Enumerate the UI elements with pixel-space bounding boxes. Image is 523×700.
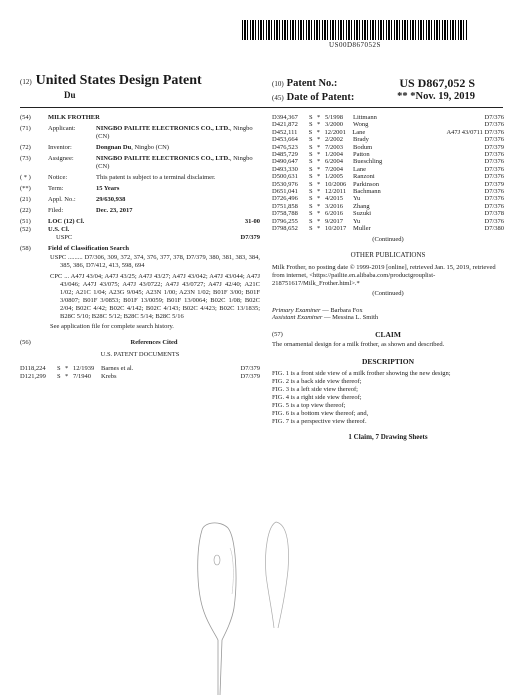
reference-cls: D7/378 [484, 210, 504, 218]
reference-k: S [309, 121, 313, 129]
reference-name: Yu [353, 195, 361, 203]
reference-row [272, 114, 504, 121]
reference-date: 12/2011 [325, 188, 347, 196]
us-docs-right [272, 114, 504, 233]
reference-star: * [317, 188, 321, 196]
reference-name: Lane [352, 128, 366, 136]
reference-date: 10/2006 [325, 180, 347, 188]
reference-name: Bueschling [353, 158, 383, 166]
reference-k: S [309, 114, 313, 121]
reference-row [272, 144, 504, 151]
reference-star: * [317, 195, 321, 203]
reference-row [272, 121, 504, 128]
reference-no: D500,631 [272, 173, 298, 181]
reference-no: D726,496 [272, 195, 298, 203]
reference-name: Ranzoni [353, 173, 375, 181]
reference-no: D530,976 [272, 180, 298, 188]
reference-name: Yu [353, 217, 361, 225]
description-line: FIG. 5 is a top view thereof; [272, 402, 346, 410]
reference-date: 9/2017 [325, 217, 344, 225]
reference-no: D421,872 [272, 121, 298, 129]
reference-cls: D7/376 [484, 114, 504, 121]
reference-cls: D7/376 [484, 202, 504, 210]
reference-star: * [317, 173, 321, 181]
reference-cls: D7/376 [484, 195, 504, 203]
reference-date: 7/2003 [325, 143, 344, 151]
reference-name: Wong [353, 121, 369, 129]
reference-star: * [317, 151, 321, 159]
reference-no: D118,224 [20, 365, 46, 372]
reference-date: 5/1998 [325, 114, 344, 121]
assistant-examiner: Assistant Examiner — Messina L. Smith [272, 314, 379, 322]
field-notice: ( * ) Notice: This patent is subject to a terminal disclaimer. [20, 174, 216, 181]
description-line: FIG. 7 is a perspective view thereof. [272, 418, 367, 426]
reference-name: Zhang [353, 202, 370, 210]
description-lines [272, 370, 504, 426]
reference-row [272, 181, 504, 188]
reference-no: D490,647 [272, 158, 298, 166]
reference-date: 1/2005 [325, 173, 344, 181]
document-title: (12) United States Design Patent [20, 73, 202, 88]
claim-heading: (57) CLAIM [272, 329, 401, 339]
cpc-search: CPC ... A47J 43/04; A47J 43/25; A47J 43/27; A47J 43/042; A47J 43/044; A47J 43/046; A47J 43/075; A47J 43/0722; A47J 43/0727; A47J 42/40; A21C 1/02; A21C 1/04; A23G 9/045; A23N 1/00; A23N 1/02; B01F 3/00; B01F 3/0807; B01F 3/0853; B01F 13/0059; B01F 13/0064; B02C 1/08; B02C 2/04; B02C 4/42; B02C 4/142; B02C 4/143; B02C 4/423; B02C 13/1835; B28C 5/10; B28C 5/12; B28C 5/14; B28C 5/16 [50, 273, 260, 320]
reference-date: 6/2004 [325, 158, 344, 166]
reference-date: 12/2001 [324, 128, 346, 136]
reference-name: Bachmann [353, 188, 381, 196]
reference-row [272, 210, 504, 217]
reference-k: S [309, 225, 313, 233]
reference-no: D758,788 [272, 210, 298, 218]
reference-cls: D7/376 [484, 217, 504, 225]
reference-row [272, 129, 504, 136]
reference-date: 3/2016 [325, 202, 344, 210]
reference-date: 6/2016 [325, 210, 344, 218]
reference-star: * [317, 165, 321, 173]
continued-refs: (Continued) [372, 235, 404, 243]
reference-star: * [317, 210, 321, 218]
reference-k: S [309, 210, 313, 218]
reference-date: 7/2004 [325, 165, 344, 173]
reference-name: Lane [353, 165, 366, 173]
reference-row [272, 203, 504, 210]
reference-row [272, 151, 504, 158]
reference-row [272, 188, 504, 195]
field-classification: (58) Field of Classification Search [20, 245, 129, 252]
reference-date: 1/2004 [325, 151, 344, 159]
reference-cls: A47J 43/0711 D7/376 [446, 128, 504, 136]
field-applicant: (71) Applicant: NINGBO PAILITE ELECTRONICS CO., LTD., Ningbo (CN) [20, 125, 253, 140]
reference-cls: D7/379 [240, 365, 260, 372]
header-rule [20, 107, 503, 108]
reference-name: Barnes et al. [101, 365, 134, 372]
reference-no: D452,111 [272, 128, 298, 136]
reference-date: 12/1939 [73, 365, 95, 372]
barcode-number: US00D867052S [329, 41, 381, 49]
continued-pubs: (Continued) [372, 290, 404, 298]
reference-cls: D7/379 [484, 180, 504, 188]
field-appl-no: (21) Appl. No.: 29/630,938 [20, 196, 126, 203]
reference-k: S [309, 165, 313, 173]
reference-no: D751,858 [272, 202, 298, 210]
reference-row [20, 365, 260, 373]
description-line: FIG. 1 is a front side view of a milk frother showing the new design; [272, 370, 451, 378]
patent-date: ** *Nov. 19, 2019 [397, 91, 475, 102]
reference-row [272, 166, 504, 173]
reference-cls: D7/376 [484, 151, 504, 159]
reference-date: 3/2000 [325, 121, 344, 129]
field-assignee: (73) Assignee: NINGBO PAILITE ELECTRONICS CO., LTD., Ningbo (CN) [20, 155, 253, 170]
reference-k: S [57, 365, 61, 372]
reference-star: * [317, 143, 321, 151]
reference-cls: D7/376 [484, 121, 504, 129]
claims-footer: 1 Claim, 7 Drawing Sheets [348, 433, 428, 442]
reference-row [272, 195, 504, 202]
reference-star: * [316, 128, 320, 136]
reference-cls: D7/380 [484, 225, 504, 233]
description-line: FIG. 6 is a bottom view thereof; and, [272, 410, 369, 418]
field-uspc: USPC D7/379 [56, 234, 260, 241]
description-line: FIG. 4 is a right side view thereof; [272, 394, 362, 402]
reference-no: D121,299 [20, 373, 46, 380]
date-label: (45) Date of Patent: [272, 92, 355, 103]
reference-star: * [317, 121, 321, 129]
reference-name: Littmann [353, 114, 377, 121]
reference-star: * [317, 114, 321, 121]
reference-star: * [317, 158, 321, 166]
field-filed: (22) Filed: Dec. 23, 2017 [20, 207, 133, 214]
inventor-surname: Du [64, 90, 76, 100]
reference-star: * [317, 217, 321, 225]
field-inventor: (72) Inventor: Dongnan Du, Ningbo (CN) [20, 144, 169, 151]
reference-k: S [309, 195, 313, 203]
reference-k: S [309, 202, 313, 210]
reference-name: Parkinson [353, 180, 379, 188]
reference-no: D453,664 [272, 136, 298, 144]
reference-cls: D7/379 [240, 373, 260, 380]
reference-row [20, 373, 260, 381]
reference-date: 10/2017 [325, 225, 347, 233]
us-docs-label: U.S. PATENT DOCUMENTS [100, 351, 180, 358]
field-loc: (51) LOC (12) Cl. 31-00 [20, 218, 260, 225]
claim-text: The ornamental design for a milk frother, as shown and described. [272, 340, 445, 348]
reference-name: Bodum [353, 143, 373, 151]
reference-row [272, 218, 504, 225]
reference-no: D476,523 [272, 143, 298, 151]
field-us-cl: (52) U.S. Cl. [20, 226, 70, 233]
right-column [272, 114, 504, 442]
frother-drawing-2 [256, 520, 296, 630]
reference-cls: D7/376 [484, 136, 504, 144]
reference-row [272, 225, 504, 232]
reference-name: Muller [353, 225, 371, 233]
reference-no: D485,729 [272, 151, 298, 159]
left-column [20, 114, 260, 381]
reference-k: S [308, 128, 313, 136]
reference-k: S [309, 188, 313, 196]
reference-no: D651,041 [272, 188, 298, 196]
reference-no: D796,255 [272, 217, 298, 225]
reference-date: 2/2002 [325, 136, 344, 144]
reference-no: D394,367 [272, 114, 298, 121]
reference-name: Brady [353, 136, 369, 144]
reference-k: S [309, 136, 313, 144]
description-line: FIG. 2 is a back side view thereof; [272, 378, 362, 386]
uspc-search: USPC ......... D7/306, 309, 372, 374, 376, 377, 378, D7/379, 380, 381, 383, 384, 385, 386, D7/412, 413, 598, 694 [50, 254, 260, 269]
reference-k: S [309, 158, 313, 166]
other-publications-label: OTHER PUBLICATIONS [350, 250, 426, 259]
field-title: (54) MILK FROTHER [20, 114, 100, 121]
reference-k: S [309, 217, 313, 225]
reference-row [272, 158, 504, 165]
reference-k: S [309, 180, 313, 188]
description-heading: DESCRIPTION [361, 356, 415, 366]
primary-examiner: Primary Examiner — Barbara Fox [272, 306, 363, 314]
patent-number-label: (10) Patent No.: [272, 78, 338, 89]
reference-star: * [65, 373, 69, 380]
reference-no: D493,330 [272, 165, 298, 173]
other-publication: Milk Frother, no posting date © 1999-2019 [online], retrieved Jan. 15, 2019, retrieved from internet, <https://pailite.en.alibaba.com/productgrouplist-218751617/Milk_Frother.html>.* [272, 264, 496, 288]
references-cited: (56) References Cited [20, 339, 178, 346]
see-application: See application file for complete search history. [50, 323, 174, 330]
reference-k: S [309, 143, 313, 151]
reference-star: * [317, 136, 321, 144]
frother-drawing [190, 520, 250, 695]
reference-no: D798,652 [272, 225, 298, 233]
reference-star: * [317, 180, 321, 188]
us-docs-left [20, 365, 260, 381]
reference-cls: D7/376 [484, 165, 504, 173]
reference-k: S [309, 151, 313, 159]
reference-cls: D7/376 [484, 158, 504, 166]
barcode [242, 20, 468, 40]
field-term: (**) Term: 15 Years [20, 185, 120, 192]
reference-k: S [57, 373, 61, 380]
reference-cls: D7/379 [484, 143, 504, 151]
reference-name: Krebs [101, 373, 117, 380]
reference-star: * [317, 225, 321, 233]
description-line: FIG. 3 is a left side view thereof; [272, 386, 358, 394]
reference-date: 7/1940 [73, 373, 92, 380]
reference-name: Suzuki [353, 210, 372, 218]
reference-date: 4/2015 [325, 195, 344, 203]
reference-name: Patton [353, 151, 370, 159]
reference-star: * [317, 202, 321, 210]
reference-row [272, 136, 504, 143]
reference-cls: D7/376 [484, 188, 504, 196]
reference-star: * [65, 365, 69, 372]
reference-k: S [309, 173, 313, 181]
reference-row [272, 173, 504, 180]
patent-number: US D867,052 S [399, 76, 475, 90]
reference-cls: D7/376 [484, 173, 504, 181]
